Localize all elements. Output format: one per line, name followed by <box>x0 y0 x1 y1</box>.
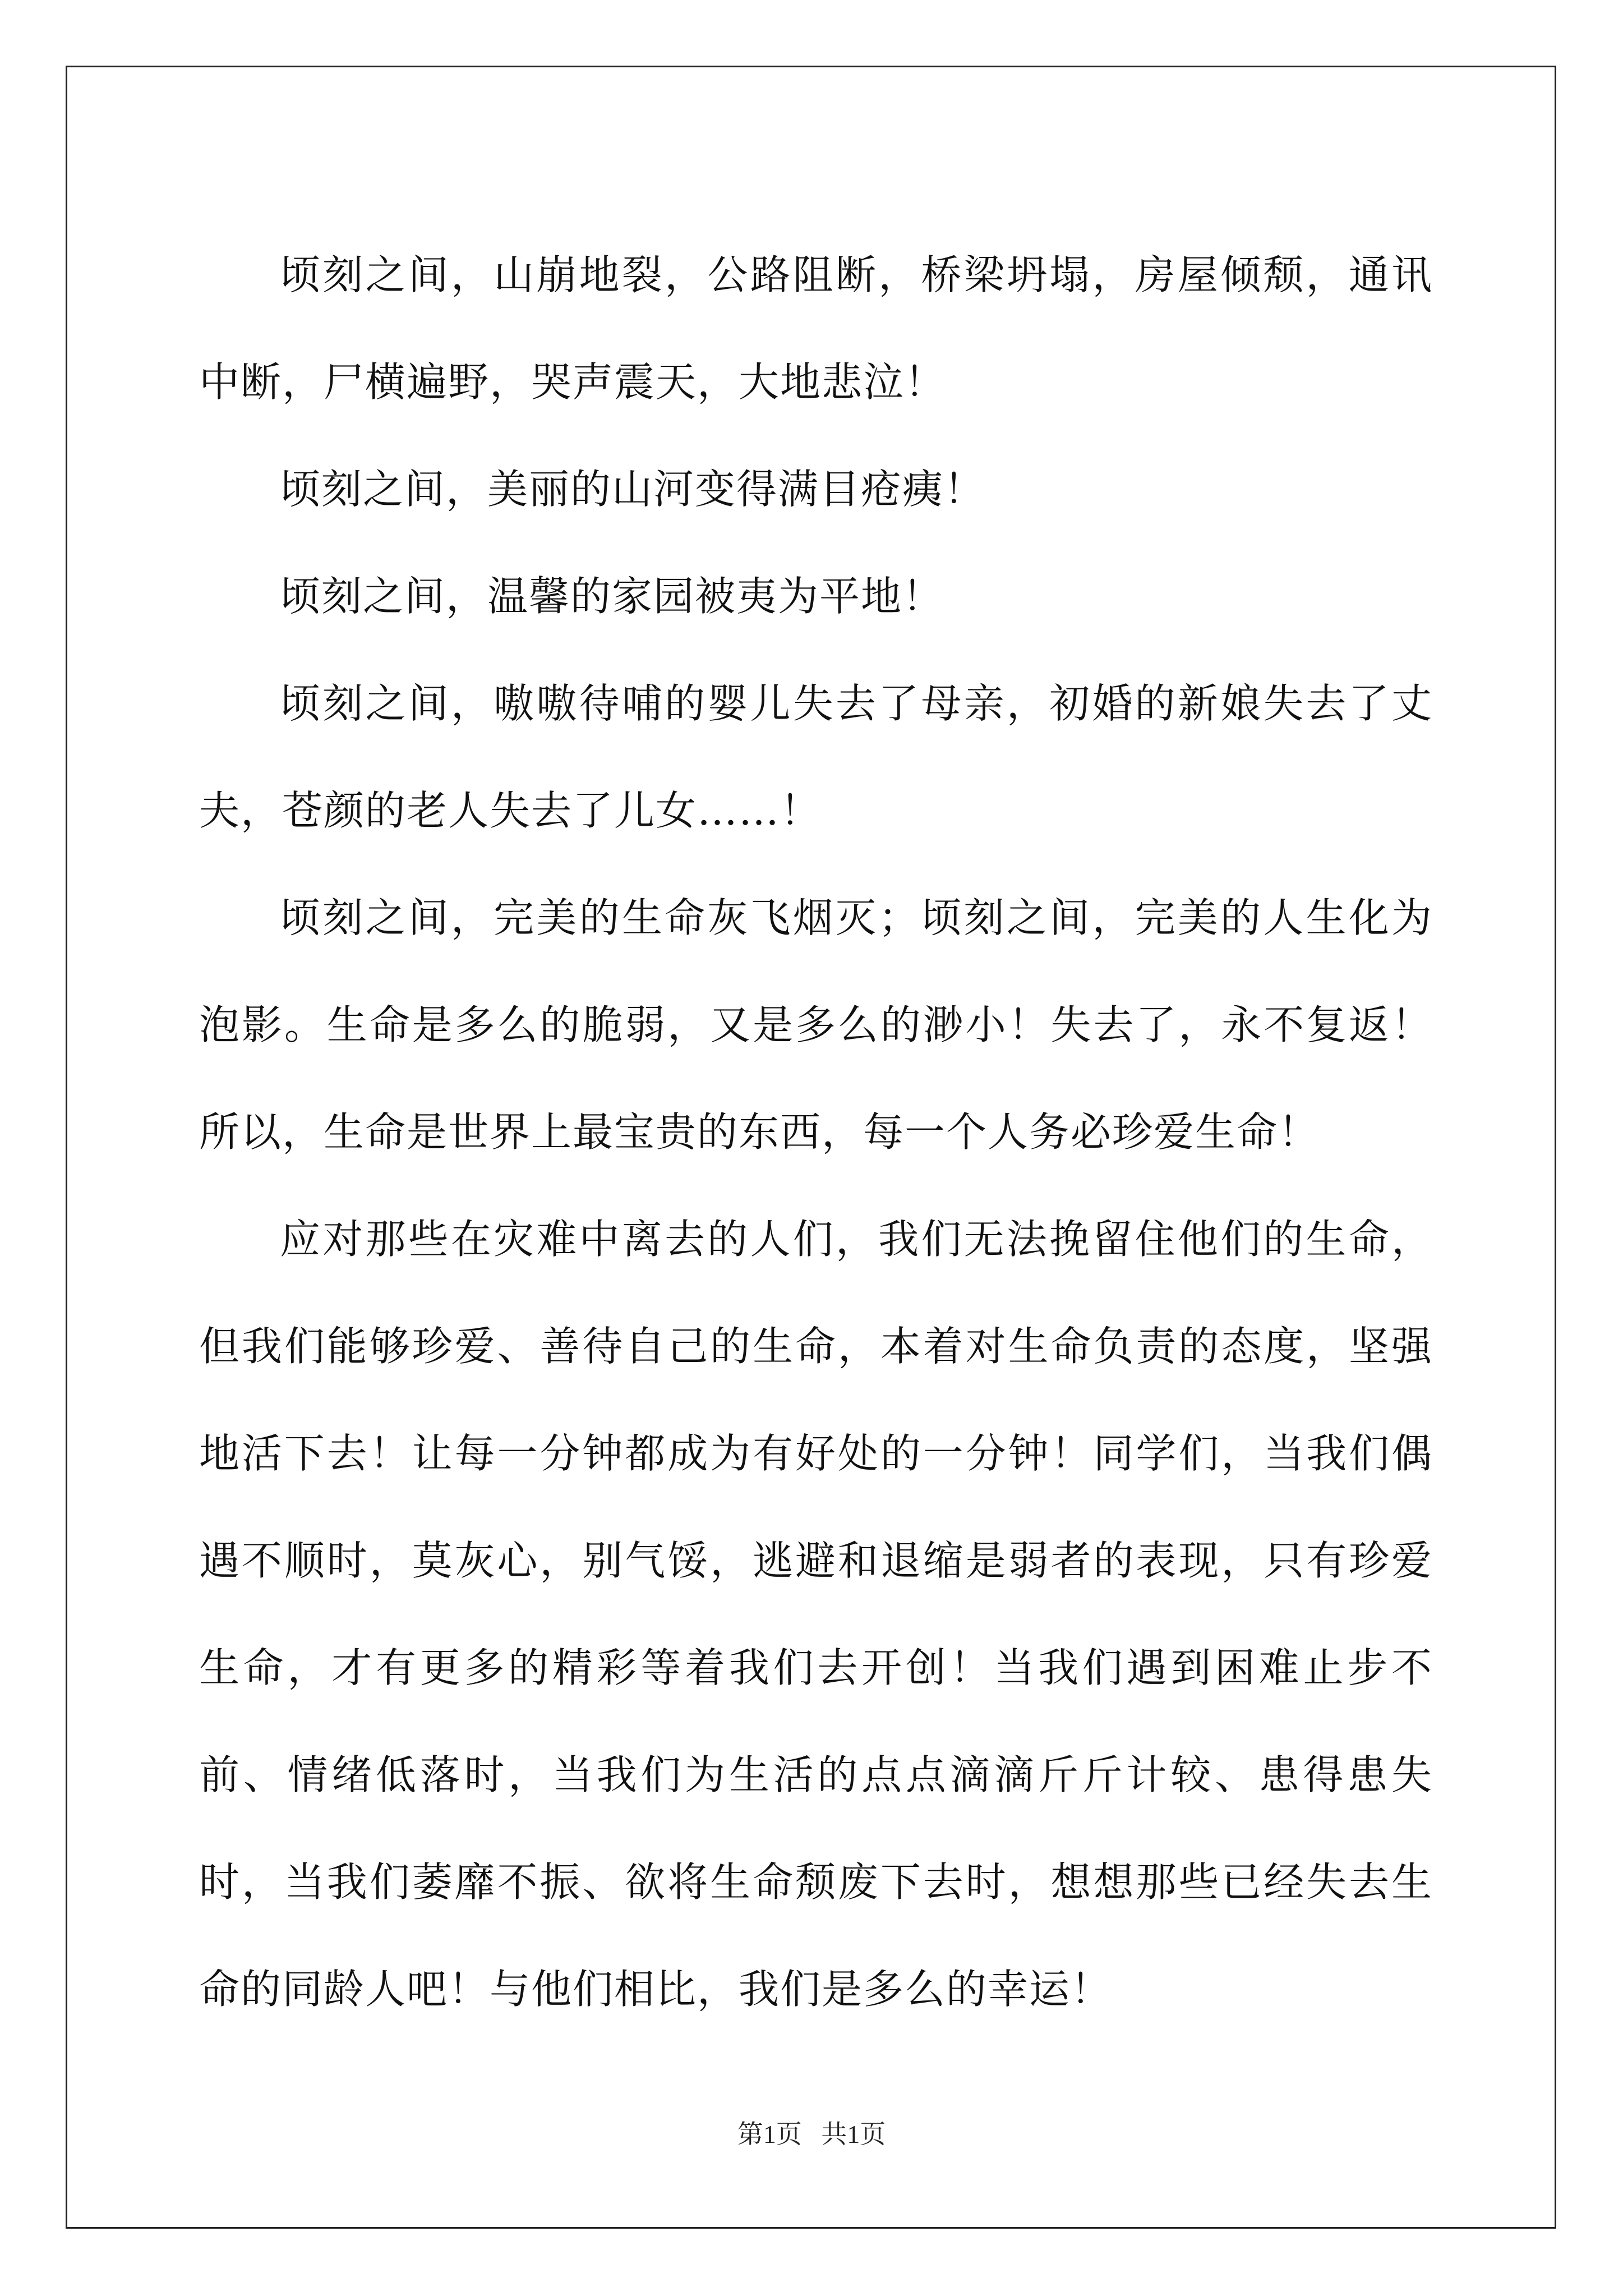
paragraph-3: 顷刻之间，温馨的家园被夷为平地！ <box>280 573 944 620</box>
paragraph-1: 顷刻之间，山崩地裂，公路阻断，桥梁坍塌，房屋倾颓，通讯中断，尸横遍野，哭声震天，大地悲泣！ <box>199 251 1433 406</box>
paragraph-6: 应对那些在灾难中离去的人们，我们无法挽留住他们的生命，但我们能够珍爱、善待自己的生命，本着对生命负责的态度，坚强地活下去！让每一分钟都成为有好处的一分钟！同学们，当我们偶遇不顺时，莫灰心，别气馁，逃避和退缩是弱者的表现，只有珍爱生命，才有更多的精彩等着我们去开创！当我们遇到困难止步不前、情绪低落时，当我们为生活的点点滴滴斤斤计较、患得患失时，当我们萎靡不振、欲将生命颓废下去时，想想那些已经失去生命的同龄人吧！与他们相比，我们是多么的幸运！ <box>199 1216 1433 2013</box>
page-footer: 第1页 共1页 <box>737 2120 886 2148</box>
paragraph-2: 顷刻之间，美丽的山河变得满目疮痍！ <box>280 466 986 513</box>
paragraph-4: 顷刻之间，嗷嗷待哺的婴儿失去了母亲，初婚的新娘失去了丈夫，苍颜的老人失去了儿女……！ <box>199 680 1433 834</box>
document-body <box>199 222 1433 2043</box>
paragraph-5: 顷刻之间，完美的生命灰飞烟灭；顷刻之间，完美的人生化为泡影。生命是多么的脆弱，又是多么的渺小！失去了，永不复返！所以，生命是世界上最宝贵的东西，每一个人务必珍爱生命！ <box>199 894 1433 1156</box>
